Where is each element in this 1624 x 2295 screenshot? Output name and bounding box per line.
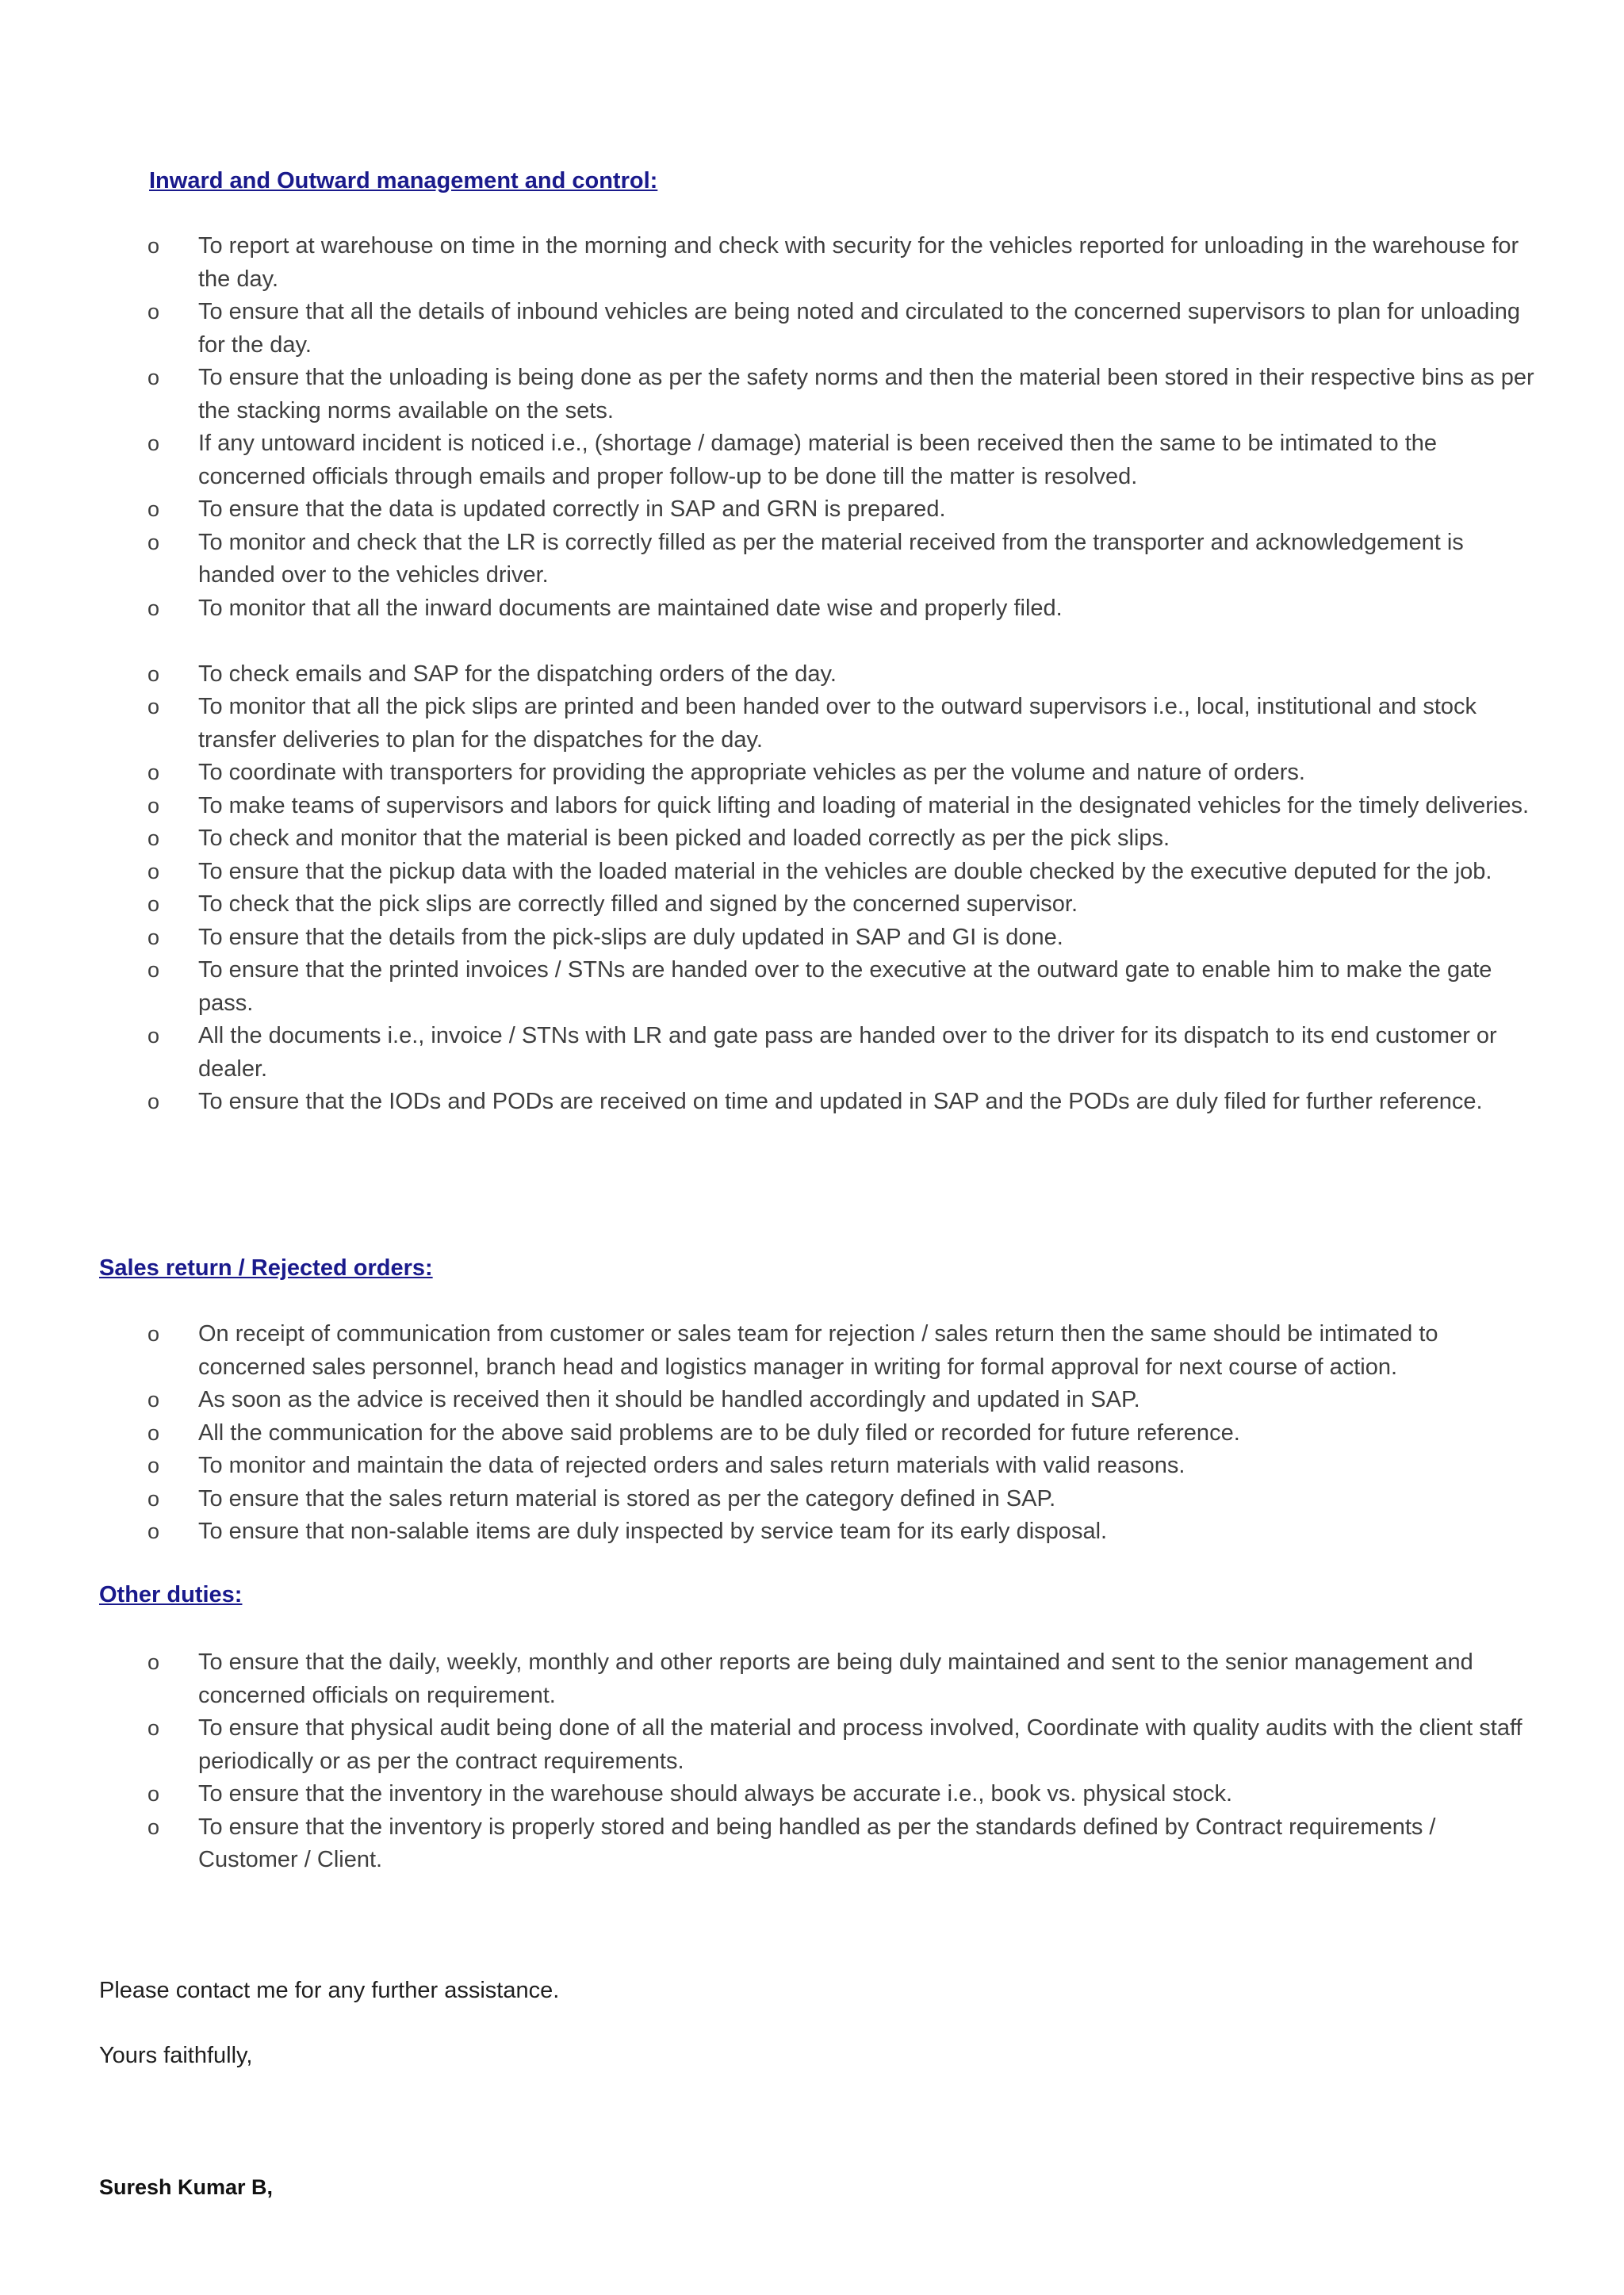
- list-item: o On receipt of communication from customer or sales team for rejection / sales return then the same should be intimated to concerned sales personnel, branch head and logistics manager in writing for formal approval for next course of action.: [0, 1318, 1624, 1384]
- bullet-icon: o: [147, 1519, 160, 1543]
- bullet-icon: o: [147, 793, 160, 818]
- list-item: o To monitor and maintain the data of rejected orders and sales return materials with valid reasons.: [0, 1450, 1624, 1483]
- bullet-icon: o: [147, 366, 160, 389]
- closing-contact: Please contact me for any further assistance.: [99, 1978, 560, 2003]
- section-heading-other-duties: Other duties:: [99, 1582, 243, 1607]
- bullet-icon: o: [147, 859, 160, 883]
- bullet-icon: o: [147, 761, 160, 784]
- bullet-icon: o: [147, 1388, 160, 1412]
- list-item: o To ensure that the inventory is properly stored and being handled as per the standards defined by Contract requirements / Customer / Client.: [0, 1811, 1624, 1877]
- list-item: o To check and monitor that the material is been picked and loaded correctly as per the pick slips.: [0, 822, 1624, 856]
- bullet-icon: o: [147, 1782, 160, 1806]
- list-item: o To check that the pick slips are correctly filled and signed by the concerned supervisor.: [0, 888, 1624, 921]
- section-heading-sales-return: Sales return / Rejected orders:: [99, 1255, 433, 1281]
- bullet-icon: o: [147, 431, 160, 455]
- list-item: o To coordinate with transporters for providing the appropriate vehicles as per the volume and nature of orders.: [0, 757, 1624, 790]
- list-item: o To ensure that the unloading is being done as per the safety norms and then the material been stored in their respective bins as per the stacking norms available on the sets.: [0, 362, 1624, 427]
- other-duties-list: [0, 1646, 1624, 1877]
- list-item: o To check emails and SAP for the dispatching orders of the day.: [0, 658, 1624, 692]
- list-item: o To ensure that the printed invoices / STNs are handed over to the executive at the outward gate to enable him to make the gate pass.: [0, 954, 1624, 1020]
- bullet-icon: o: [147, 530, 160, 554]
- list-item: o To ensure that all the details of inbound vehicles are being noted and circulated to the concerned supervisors to plan for unloading for the day.: [0, 296, 1624, 362]
- sales-return-list: [0, 1318, 1624, 1549]
- bullet-icon: o: [147, 661, 160, 686]
- bullet-icon: o: [147, 892, 160, 916]
- bullet-icon: o: [147, 596, 160, 620]
- bullet-icon: o: [147, 1090, 160, 1113]
- list-item: o To ensure that physical audit being done of all the material and process involved, Coordinate with quality audits with the client staff periodically or as per the contract requirements.: [0, 1712, 1624, 1778]
- bullet-icon: o: [147, 1454, 160, 1477]
- list-item: o To ensure that the sales return material is stored as per the category defined in SAP.: [0, 1483, 1624, 1516]
- bullet-icon: o: [147, 1716, 160, 1740]
- closing-salutation: Yours faithfully,: [99, 2043, 253, 2068]
- list-item: o As soon as the advice is received then it should be handled accordingly and updated in SAP.: [0, 1384, 1624, 1417]
- bullet-icon: o: [147, 826, 160, 850]
- bullet-icon: o: [147, 300, 160, 324]
- list-item: o To monitor that all the pick slips are printed and been handed over to the outward supervisors i.e., local, institutional and stock transfer deliveries to plan for the dispatches for the day.: [0, 691, 1624, 757]
- list-spacer: [0, 625, 1624, 658]
- list-item: o All the documents i.e., invoice / STNs with LR and gate pass are handed over to the driver for its dispatch to its end customer or dealer.: [0, 1020, 1624, 1086]
- bullet-icon: o: [147, 1814, 160, 1839]
- list-item: o To ensure that the details from the pick-slips are duly updated in SAP and GI is done.: [0, 921, 1624, 955]
- list-item: o To monitor that all the inward documents are maintained date wise and properly filed.: [0, 592, 1624, 626]
- bullet-icon: o: [147, 958, 160, 982]
- section-heading-inward-outward: Inward and Outward management and control:: [149, 168, 658, 193]
- list-item: o To make teams of supervisors and labors for quick lifting and loading of material in the designated vehicles for the timely deliveries.: [0, 790, 1624, 823]
- bullet-icon: o: [147, 497, 160, 521]
- bullet-icon: o: [147, 1650, 160, 1674]
- bullet-icon: o: [147, 925, 160, 949]
- list-item: o To monitor and check that the LR is correctly filled as per the material received from the transporter and acknowledgement is handed over to the vehicles driver.: [0, 527, 1624, 592]
- inward-list: [0, 230, 1624, 1119]
- list-item: o To ensure that the daily, weekly, monthly and other reports are being duly maintained and sent to the senior management and concerned officials on requirement.: [0, 1646, 1624, 1712]
- bullet-icon: o: [147, 1024, 160, 1048]
- bullet-icon: o: [147, 1322, 160, 1346]
- bullet-icon: o: [147, 234, 160, 258]
- list-item: o If any untoward incident is noticed i.e., (shortage / damage) material is been received then the same to be intimated to the concerned officials through emails and proper follow-up to be done till the matter is resolved.: [0, 427, 1624, 493]
- bullet-icon: o: [147, 1486, 160, 1511]
- list-item: o All the communication for the above said problems are to be duly filed or recorded for future reference.: [0, 1417, 1624, 1450]
- signature-name: Suresh Kumar B,: [99, 2175, 274, 2199]
- bullet-icon: o: [147, 1420, 160, 1445]
- list-item: o To report at warehouse on time in the morning and check with security for the vehicles reported for unloading in the warehouse for the day.: [0, 230, 1624, 296]
- bullet-icon: o: [147, 695, 160, 718]
- list-item: o To ensure that the data is updated correctly in SAP and GRN is prepared.: [0, 493, 1624, 527]
- list-item: o To ensure that the pickup data with the loaded material in the vehicles are double checked by the executive deputed for the job.: [0, 856, 1624, 889]
- list-item: o To ensure that the IODs and PODs are received on time and updated in SAP and the PODs are duly filed for further reference.: [0, 1086, 1624, 1119]
- list-item: o To ensure that non-salable items are duly inspected by service team for its early disposal.: [0, 1515, 1624, 1549]
- list-item: o To ensure that the inventory in the warehouse should always be accurate i.e., book vs. physical stock.: [0, 1778, 1624, 1811]
